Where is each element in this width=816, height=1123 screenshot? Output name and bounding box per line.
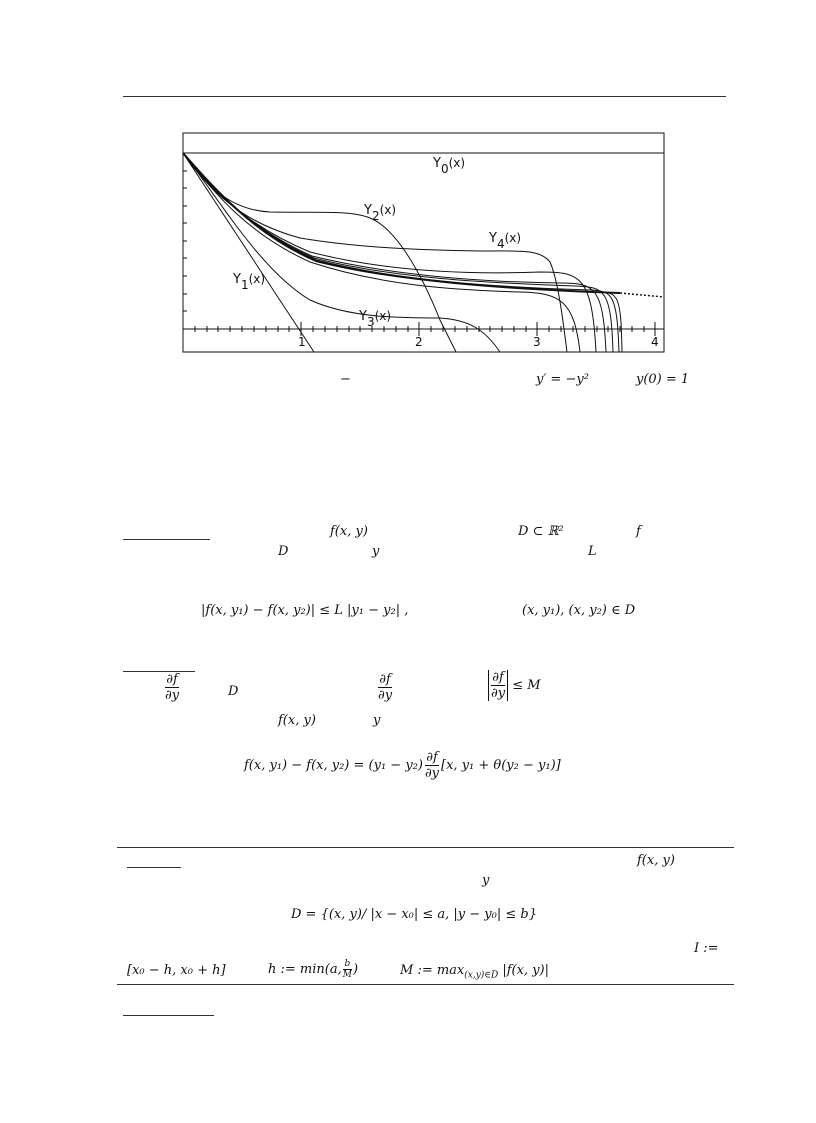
curve-label-y3: Y3(x) [359,309,392,329]
curve-label-y4: Y4(x) [489,231,522,251]
curve-y1 [183,153,314,352]
lipschitz-y: y [372,544,380,559]
theorem-interval-head: I := [694,941,719,956]
remark-D: D [228,684,239,699]
lipschitz-f: f [636,524,641,539]
exact-solution-extension [620,293,664,297]
remark-partial-derivative: $\frac{\partial f}{\partial y}$ [165,672,180,703]
caption-equation: y′ = −y² [536,372,589,387]
picard-iterates-figure [0,120,816,480]
lipschitz-L: L [588,544,597,559]
y-axis-ticks [183,171,187,311]
theorem-bottom-rule [117,984,734,985]
header-rule [123,96,726,97]
curve-y8 [183,153,613,352]
theorem-fxy: f(x, y) [637,853,675,868]
curve-y2 [183,153,456,352]
lipschitz-points: (x, y₁), (x, y₂) ∈ D [522,603,636,618]
mean-value-formula: f(x, y₁) − f(x, y₂) = (y₁ − y₂) $\frac{\partial f}{\partial y}$ [x, y₁ + θ(y₂ − y₁)] [244,750,561,781]
x-tick-label: 3 [533,335,541,349]
remark-bound: $\frac{\partial f}{\partial y}$ ≤ M [488,670,541,701]
theorem-interval: [x₀ − h, x₀ + h] [127,963,226,978]
theorem-top-rule [117,847,734,848]
theorem-h-definition: h := min(a, $\frac{b}{M}$ ) [268,959,359,980]
curve-y3 [183,153,500,352]
theorem-m-definition: M := $\max_{(x,y)\in D} |f(x$, y)| [400,963,549,981]
x-tick-label: 4 [651,335,659,349]
lipschitz-fxy: f(x, y) [330,524,368,539]
theorem-domain: D = {(x, y)/ |x − x₀| ≤ a, |y − y₀| ≤ b} [291,907,537,922]
plot-frame [183,133,664,352]
x-tick-label: 1 [298,335,306,349]
curve-y7 [183,153,606,352]
proof-heading-rule [123,1015,214,1016]
theorem-heading-rule [127,867,181,868]
remark-fxy: f(x, y) [278,713,316,728]
lipschitz-domain: D ⊂ ℝ² [518,524,564,539]
remark-partial-derivative-2: $\frac{\partial f}{\partial y}$ [378,672,393,703]
remark-y: y [373,713,381,728]
lipschitz-D: D [278,544,289,559]
x-tick-label: 2 [415,335,423,349]
lipschitz-inequality: |f(x, y₁) − f(x, y₂)| ≤ L |y₁ − y₂| , [201,603,409,618]
definition-heading-rule [123,539,210,540]
caption-initial-condition: y(0) = 1 [636,372,690,387]
caption-dash: − [340,372,351,387]
remark-heading-rule [123,671,195,672]
curve-label-y2: Y2(x) [364,203,397,223]
theorem-y: y [482,873,490,888]
curve-label-y0: Y0(x) [433,156,466,176]
curve-label-y1: Y1(x) [233,272,266,292]
